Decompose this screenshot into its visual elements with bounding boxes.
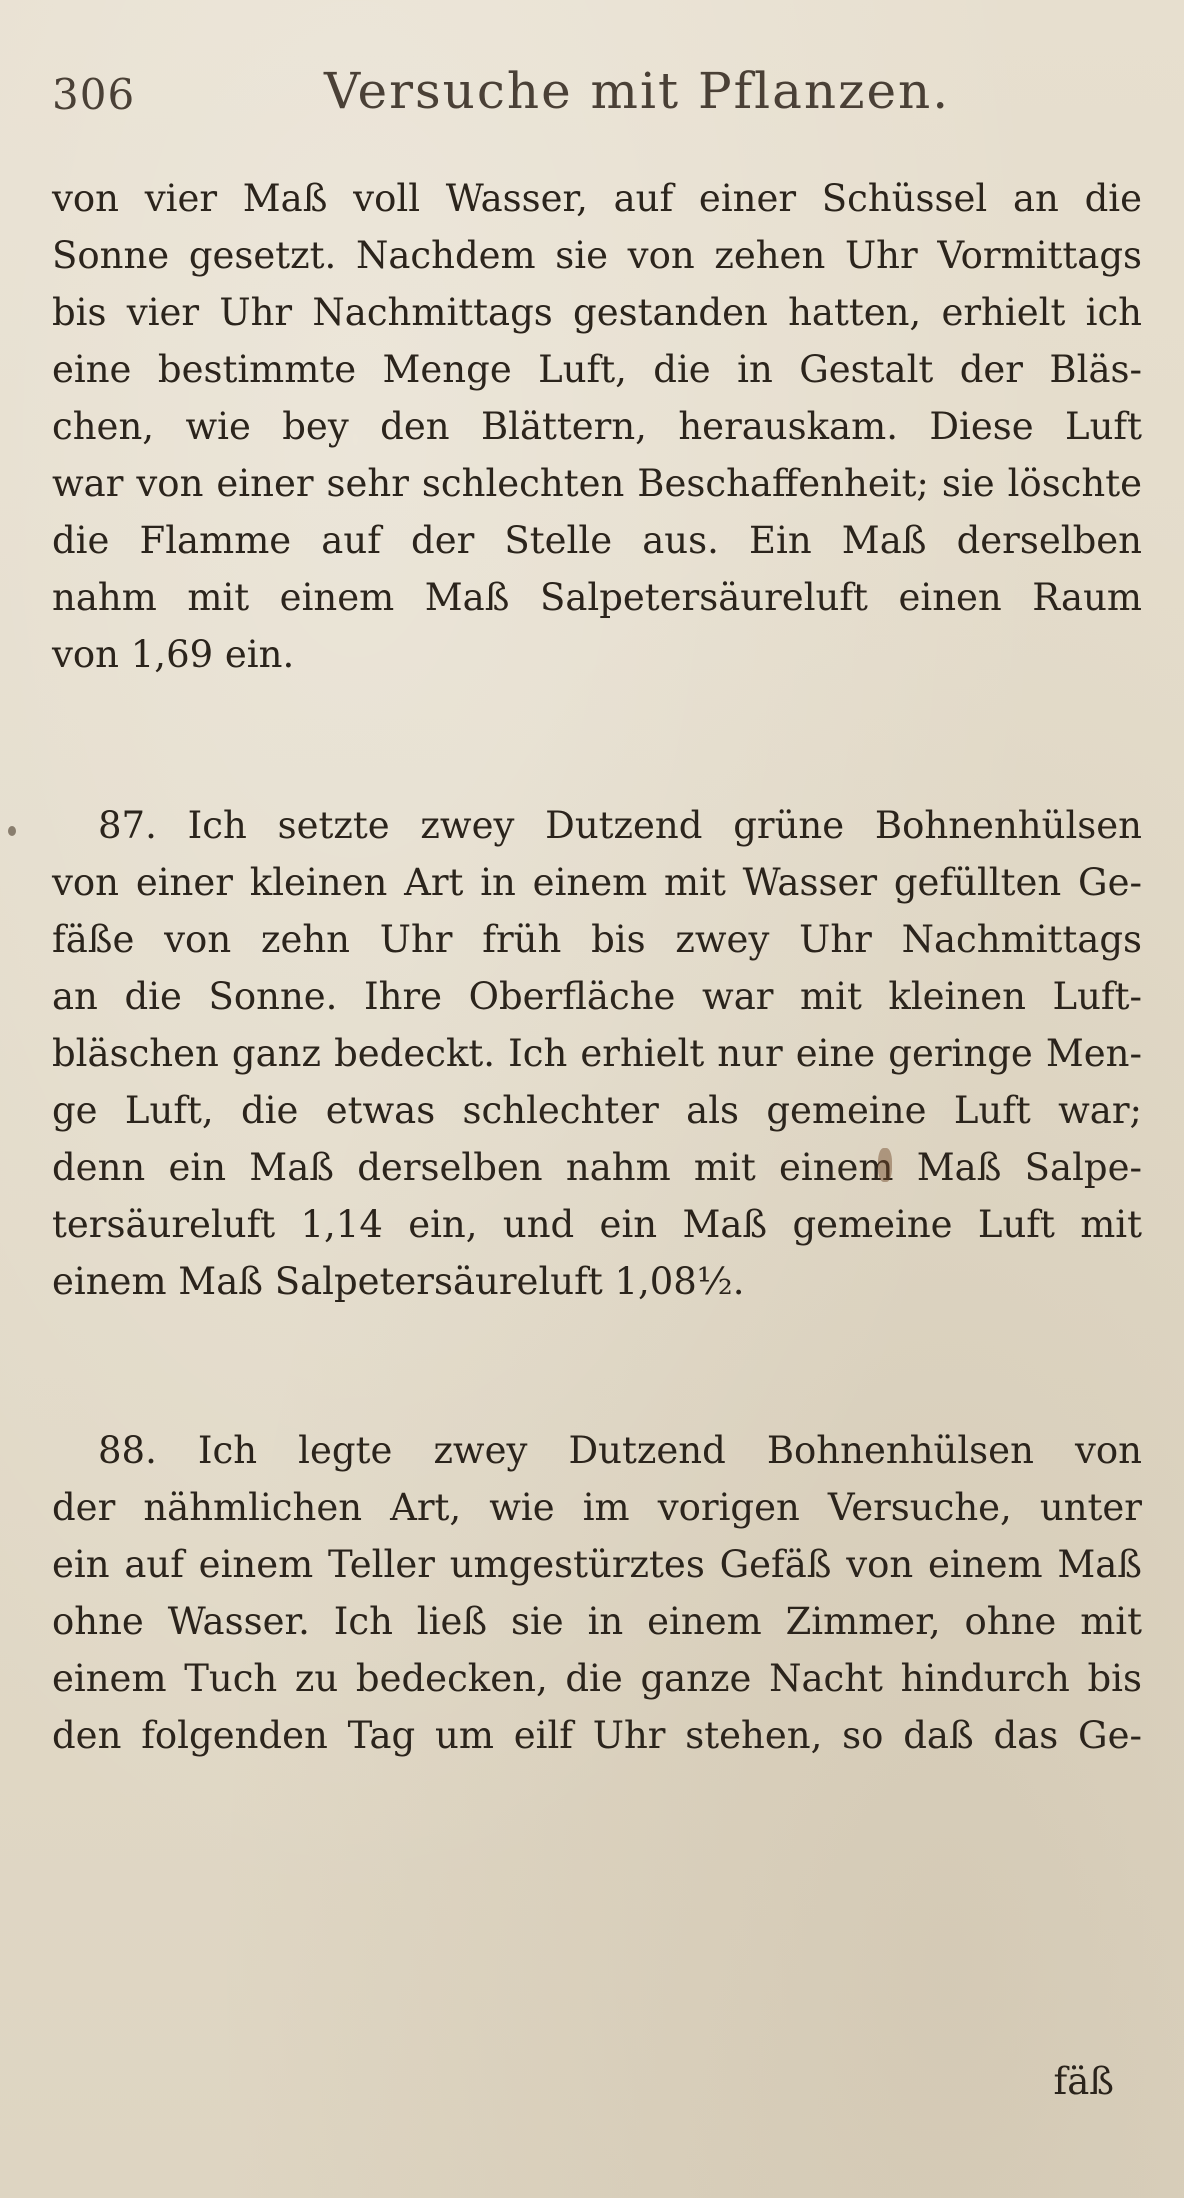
text-line: von 1,69 ein. (52, 633, 295, 676)
running-title: Versuche mit Pflanzen. (324, 62, 951, 120)
paragraph-88 (52, 1422, 1142, 1764)
text-line: 88. Ich legte zwey Dutzend Bohnenhülsen von (98, 1429, 1142, 1472)
text-line: tersäureluft 1,14 ein, und ein Maß gemeine Luft mit (52, 1203, 1142, 1246)
text-line: chen, wie bey den Blättern, herauskam. Diese Luft (52, 405, 1142, 448)
text-line: denn ein Maß derselben nahm mit einem Maß Salpe- (52, 1146, 1142, 1189)
ink-spot (878, 1148, 892, 1182)
text-line: ge Luft, die etwas schlechter als gemeine Luft war; (52, 1089, 1142, 1132)
text-line: an die Sonne. Ihre Oberfläche war mit kleinen Luft- (52, 975, 1142, 1018)
text-line: von einer kleinen Art in einem mit Wasser gefüllten Ge- (52, 861, 1142, 904)
text-line: einem Tuch zu bedecken, die ganze Nacht hindurch bis (52, 1657, 1142, 1700)
text-line: den folgenden Tag um eilf Uhr stehen, so daß das Ge- (52, 1714, 1142, 1757)
page-number: 306 (52, 70, 136, 119)
page-header (52, 62, 1152, 142)
text-line: ohne Wasser. Ich ließ sie in einem Zimmer, ohne mit (52, 1600, 1142, 1643)
text-line: war von einer sehr schlechten Beschaffenheit; sie löschte (52, 462, 1142, 505)
paragraph-87 (52, 797, 1142, 1310)
ink-spot (8, 826, 16, 836)
text-line: nahm mit einem Maß Salpetersäureluft einen Raum (52, 576, 1142, 619)
text-line: eine bestimmte Menge Luft, die in Gestalt der Bläs- (52, 348, 1142, 391)
catchword: fäß (1053, 2060, 1114, 2103)
body-text (52, 170, 1142, 1764)
text-line: bläschen ganz bedeckt. Ich erhielt nur eine geringe Men- (52, 1032, 1142, 1075)
paragraph-gap (52, 683, 1142, 797)
text-line: 87. Ich setzte zwey Dutzend grüne Bohnenhülsen (98, 804, 1142, 847)
text-line: von vier Maß voll Wasser, auf einer Schüssel an die (52, 177, 1142, 220)
text-line: einem Maß Salpetersäureluft 1,08½. (52, 1260, 745, 1303)
text-line: die Flamme auf der Stelle aus. Ein Maß derselben (52, 519, 1142, 562)
text-line: Sonne gesetzt. Nachdem sie von zehen Uhr Vormittags (52, 234, 1142, 277)
paragraph-gap (52, 1310, 1142, 1422)
paragraph-continued (52, 170, 1142, 683)
text-line: fäße von zehn Uhr früh bis zwey Uhr Nachmittags (52, 918, 1142, 961)
text-line: der nähmlichen Art, wie im vorigen Versuche, unter (52, 1486, 1142, 1529)
text-line: bis vier Uhr Nachmittags gestanden hatten, erhielt ich (52, 291, 1142, 334)
text-line: ein auf einem Teller umgestürztes Gefäß von einem Maß (52, 1543, 1142, 1586)
